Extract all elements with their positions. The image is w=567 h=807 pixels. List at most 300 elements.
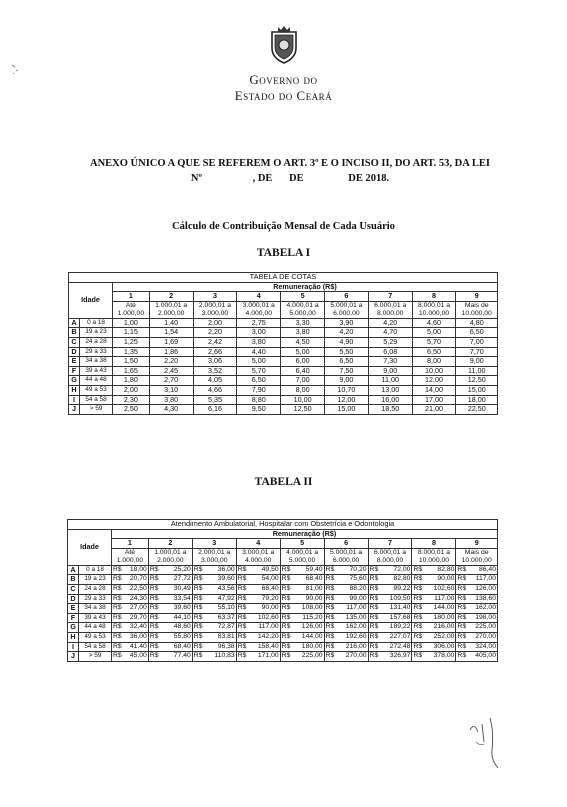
range-line-1: 3.000,01 a	[242, 548, 275, 556]
column-number: 6	[324, 539, 368, 549]
contribution-value: 27,72	[173, 575, 191, 583]
range-line-2: 8.000,00	[376, 309, 404, 317]
value-cell	[112, 632, 149, 642]
value-cell	[368, 623, 412, 633]
contribution-value: 225,00	[301, 652, 323, 660]
contribution-value: 189,22	[389, 623, 411, 631]
age-range: 19 a 23	[80, 328, 113, 338]
value-cell: 2,50	[113, 405, 150, 415]
contribution-value: 24,30	[129, 594, 147, 602]
currency-symbol: R$	[281, 652, 291, 660]
age-group-letter: B	[68, 575, 79, 585]
value-cell	[148, 642, 192, 652]
currency-symbol: R$	[237, 594, 247, 602]
currency-symbol: R$	[237, 613, 247, 621]
contribution-value: 270,00	[345, 652, 367, 660]
value-cell	[236, 623, 280, 633]
contribution-value: 39,60	[173, 604, 191, 612]
contribution-value: 41,40	[129, 642, 147, 650]
income-range-header	[412, 301, 456, 318]
contribution-value: 216,00	[345, 642, 367, 650]
range-line-2: 10.000,00	[461, 309, 492, 317]
value-cell: 4,60	[412, 318, 456, 328]
income-range-header	[368, 301, 412, 318]
age-range: 39 a 43	[79, 613, 112, 623]
value-cell: 3,10	[149, 385, 193, 395]
value-cell	[148, 604, 192, 614]
quota-table	[68, 272, 498, 415]
currency-symbol: R$	[325, 632, 335, 640]
handwritten-signature	[460, 712, 520, 772]
value-cell: 5,29	[368, 337, 412, 347]
currency-symbol: R$	[457, 604, 467, 612]
contribution-value: 138,60	[475, 594, 496, 602]
column-number: 9	[456, 539, 498, 549]
value-cell: 5,70	[412, 337, 456, 347]
table-1-label: TABELA I	[256, 247, 311, 259]
value-cell: 4,70	[368, 328, 412, 338]
value-cell: 5,70	[237, 366, 281, 376]
value-cell: 3,06	[193, 357, 237, 367]
value-cell	[324, 632, 368, 642]
currency-symbol: R$	[369, 652, 379, 660]
contribution-value: 99,00	[349, 594, 367, 602]
income-range-header	[149, 301, 193, 318]
income-range-header	[193, 301, 237, 318]
age-range: 54 a 58	[79, 642, 112, 652]
column-number: 7	[368, 539, 412, 549]
value-cell: 1,50	[113, 357, 150, 367]
value-cell: 6,50	[325, 357, 369, 367]
contribution-value: 44,10	[173, 613, 191, 621]
value-cell: 11,00	[456, 366, 498, 376]
contribution-value: 79,20	[261, 594, 279, 602]
value-cell	[412, 642, 456, 652]
value-cell	[192, 642, 236, 652]
value-cell	[112, 575, 149, 585]
contribution-value: 68,40	[173, 642, 191, 650]
calculation-subtitle: Cálculo de Contribuição Mensal de Cada Usuário	[172, 221, 395, 232]
range-line-2: 4.000,00	[244, 556, 272, 564]
currency-symbol: R$	[281, 584, 291, 592]
contribution-value: 158,40	[257, 642, 279, 650]
value-cell: 4,50	[281, 337, 325, 347]
column-number: 1	[113, 292, 150, 302]
currency-symbol: R$	[237, 623, 247, 631]
value-cell: 3,00	[237, 328, 281, 338]
currency-symbol: R$	[149, 575, 159, 583]
column-number: 9	[456, 292, 498, 302]
age-group-letter: E	[69, 357, 80, 367]
contribution-value: 88,20	[349, 584, 367, 592]
contribution-value: 108,00	[301, 604, 323, 612]
value-cell: 9,50	[237, 405, 281, 415]
currency-symbol: R$	[113, 623, 122, 631]
table-row	[69, 376, 498, 386]
value-cell: 6,08	[368, 347, 412, 357]
value-cell	[280, 584, 324, 594]
currency-symbol: R$	[369, 565, 379, 573]
currency-symbol: R$	[457, 584, 467, 592]
column-number: 5	[280, 539, 324, 549]
value-cell: 6,50	[237, 376, 281, 386]
table-row	[68, 565, 498, 575]
currency-symbol: R$	[149, 623, 159, 631]
currency-symbol: R$	[413, 594, 423, 602]
value-cell	[368, 613, 412, 623]
state-coat-of-arms-icon	[268, 24, 300, 64]
column-number: 8	[412, 539, 456, 549]
value-cell: 2,66	[193, 347, 237, 357]
currency-symbol: R$	[457, 632, 467, 640]
age-range: 39 a 43	[80, 366, 113, 376]
value-cell	[324, 613, 368, 623]
column-number: 4	[236, 539, 280, 549]
column-number: 2	[149, 292, 193, 302]
value-cell: 1,69	[149, 337, 193, 347]
currency-symbol: R$	[325, 613, 335, 621]
age-group-letter: C	[68, 584, 79, 594]
contribution-value: 162,00	[345, 623, 367, 631]
contribution-value: 43,56	[217, 584, 235, 592]
currency-symbol: R$	[413, 604, 423, 612]
value-cell	[148, 623, 192, 633]
currency-symbol: R$	[457, 613, 467, 621]
age-group-letter: H	[69, 385, 80, 395]
column-number: 4	[237, 292, 281, 302]
value-cell: 4,80	[456, 318, 498, 328]
contribution-value: 33,54	[173, 594, 191, 602]
age-range: 49 a 53	[79, 632, 112, 642]
range-line-1: Mais de	[464, 301, 489, 309]
currency-symbol: R$	[413, 565, 423, 573]
remuneration-header: Remuneração (R$)	[113, 282, 498, 292]
currency-symbol: R$	[113, 632, 122, 640]
contribution-value: 306,00	[433, 642, 455, 650]
value-cell	[280, 652, 324, 662]
contribution-value: 86,40	[478, 565, 496, 573]
value-cell	[412, 632, 456, 642]
range-line-2: 5.000,00	[288, 556, 316, 564]
range-line-2: 5.000,00	[289, 309, 316, 317]
contribution-value: 36,00	[129, 632, 147, 640]
table-2-label: TABELA II	[254, 476, 313, 488]
value-cell	[412, 604, 456, 614]
contribution-value: 117,00	[434, 594, 455, 602]
value-cell: 7,70	[456, 347, 498, 357]
value-cell: 7,00	[281, 376, 325, 386]
currency-symbol: R$	[113, 613, 122, 621]
value-cell	[456, 565, 498, 575]
currency-symbol: R$	[281, 632, 291, 640]
value-cell	[112, 584, 149, 594]
value-cell: 2,45	[149, 366, 193, 376]
age-header: Idade	[69, 282, 113, 318]
range-line-1: Até	[125, 301, 136, 309]
value-cell: 12,00	[325, 395, 369, 405]
currency-symbol: R$	[113, 652, 122, 660]
contribution-value: 99,22	[393, 584, 411, 592]
contribution-value: 109,50	[389, 594, 411, 602]
currency-symbol: R$	[325, 565, 335, 573]
income-range-header	[280, 548, 324, 565]
value-cell: 2,75	[237, 318, 281, 328]
value-cell	[112, 652, 149, 662]
contribution-value: 216,00	[433, 623, 455, 631]
value-cell	[368, 642, 412, 652]
currency-symbol: R$	[149, 584, 159, 592]
currency-symbol: R$	[369, 575, 379, 583]
table-row	[68, 575, 498, 585]
value-cell	[236, 575, 280, 585]
value-cell: 4,30	[149, 405, 193, 415]
contribution-value: 22,50	[129, 584, 147, 592]
currency-symbol: R$	[281, 642, 291, 650]
value-cell	[324, 652, 368, 662]
range-line-1: 5.000,01 a	[329, 548, 363, 556]
value-cell	[324, 594, 368, 604]
value-cell	[456, 623, 498, 633]
currency-symbol: R$	[149, 594, 159, 602]
value-cell: 8,00	[281, 385, 325, 395]
table-row	[68, 623, 498, 633]
value-cell	[236, 632, 280, 642]
range-line-2: 10.000,00	[418, 309, 450, 317]
currency-symbol: R$	[237, 632, 247, 640]
currency-symbol: R$	[457, 594, 467, 602]
age-group-letter: E	[68, 604, 79, 614]
value-cell: 21,00	[412, 405, 456, 415]
value-cell: 6,50	[412, 347, 456, 357]
currency-symbol: R$	[457, 575, 467, 583]
age-range: > 59	[79, 652, 112, 662]
value-cell: 2,20	[193, 328, 237, 338]
value-cell: 4,40	[237, 347, 281, 357]
value-cell	[236, 594, 280, 604]
column-number: 3	[192, 539, 236, 549]
value-cell	[456, 575, 498, 585]
currency-symbol: R$	[281, 623, 291, 631]
currency-symbol: R$	[457, 642, 467, 650]
contribution-value: 39,60	[217, 575, 235, 583]
government-line-2: Estado do Ceará	[234, 88, 333, 103]
contribution-value: 18,00	[129, 565, 147, 573]
value-cell: 3,90	[325, 318, 369, 328]
contribution-table	[67, 519, 498, 662]
income-range-header	[113, 301, 150, 318]
value-cell	[280, 623, 324, 633]
value-cell	[456, 652, 498, 662]
table-row	[68, 594, 498, 604]
value-cell: 1,65	[113, 366, 150, 376]
contribution-value: 192,60	[345, 632, 367, 640]
remuneration-header: Remuneração (R$)	[112, 529, 498, 539]
value-cell	[324, 604, 368, 614]
value-cell: 12,50	[456, 376, 498, 386]
value-cell	[324, 642, 368, 652]
currency-symbol: R$	[281, 575, 291, 583]
income-range-header	[324, 548, 368, 565]
value-cell: 2,70	[149, 376, 193, 386]
currency-symbol: R$	[413, 632, 423, 640]
value-cell: 1,40	[149, 318, 193, 328]
age-group-letter: C	[69, 337, 80, 347]
value-cell	[192, 613, 236, 623]
column-number: 2	[148, 539, 192, 549]
value-cell: 12,50	[281, 405, 325, 415]
range-line-2: 2.000,00	[157, 309, 185, 317]
value-cell	[148, 575, 192, 585]
value-cell: 6,50	[456, 328, 498, 338]
currency-symbol: R$	[193, 632, 203, 640]
value-cell: 1,86	[149, 347, 193, 357]
value-cell: 2,00	[113, 385, 150, 395]
range-line-2: 3.000,00	[201, 556, 228, 564]
currency-symbol: R$	[369, 632, 379, 640]
range-line-1: 6.000,01 a	[373, 548, 407, 556]
value-cell	[412, 584, 456, 594]
income-range-header	[237, 301, 281, 318]
value-cell: 9,00	[325, 376, 369, 386]
age-group-letter: G	[69, 376, 80, 386]
contribution-value: 326,97	[389, 652, 411, 660]
currency-symbol: R$	[193, 652, 203, 660]
table-caption: Atendimento Ambulatorial, Hospitalar com Obstetrícia e Odontologia	[68, 520, 498, 530]
currency-symbol: R$	[113, 604, 122, 612]
range-line-1: Até	[124, 548, 136, 556]
value-cell: 7,30	[368, 357, 412, 367]
currency-symbol: R$	[325, 623, 335, 631]
age-range: 44 a 48	[79, 623, 112, 633]
contribution-value: 405,00	[475, 652, 496, 660]
value-cell: 3,80	[281, 328, 325, 338]
range-line-2: 6.000,00	[332, 556, 360, 564]
column-number: 6	[325, 292, 369, 302]
currency-symbol: R$	[457, 565, 467, 573]
income-range-header	[192, 548, 236, 565]
contribution-value: 142,20	[257, 632, 279, 640]
value-cell: 1,00	[113, 318, 150, 328]
column-number: 5	[281, 292, 325, 302]
value-cell	[148, 613, 192, 623]
value-cell: 9,00	[368, 366, 412, 376]
value-cell: 1,54	[149, 328, 193, 338]
contribution-value: 49,50	[261, 565, 279, 573]
range-line-1: 1.000,01 a	[155, 301, 188, 309]
value-cell	[148, 565, 192, 575]
range-line-1: 8.000,01 a	[417, 548, 450, 556]
contribution-value: 135,00	[345, 613, 367, 621]
value-cell	[368, 584, 412, 594]
currency-symbol: R$	[193, 565, 203, 573]
value-cell	[368, 565, 412, 575]
range-line-1: 4.000,01 a	[286, 548, 319, 556]
contribution-value: 32,40	[129, 623, 147, 631]
contribution-value: 227,07	[389, 632, 411, 640]
income-range-header	[456, 301, 498, 318]
currency-symbol: R$	[149, 604, 159, 612]
value-cell: 8,00	[412, 357, 456, 367]
contribution-value: 252,00	[433, 632, 455, 640]
value-cell	[456, 613, 498, 623]
income-range-header	[412, 548, 456, 565]
value-cell: 4,90	[325, 337, 369, 347]
currency-symbol: R$	[193, 604, 203, 612]
value-cell	[192, 575, 236, 585]
value-cell	[368, 632, 412, 642]
currency-symbol: R$	[193, 613, 203, 621]
currency-symbol: R$	[237, 584, 247, 592]
currency-symbol: R$	[457, 652, 467, 660]
value-cell: 1,15	[113, 328, 150, 338]
currency-symbol: R$	[281, 613, 291, 621]
value-cell	[192, 604, 236, 614]
currency-symbol: R$	[237, 575, 247, 583]
value-cell	[148, 584, 192, 594]
contribution-value: 131,40	[389, 604, 411, 612]
contribution-value: 90,00	[261, 604, 279, 612]
value-cell	[236, 652, 280, 662]
value-cell: 4,66	[193, 385, 237, 395]
value-cell	[112, 594, 149, 604]
currency-symbol: R$	[113, 584, 122, 592]
value-cell	[456, 642, 498, 652]
currency-symbol: R$	[369, 642, 379, 650]
table-row	[69, 337, 498, 347]
age-group-letter: D	[69, 347, 80, 357]
contribution-value: 270,00	[475, 632, 496, 640]
range-line-1: 4.000,01 a	[286, 301, 319, 309]
age-group-letter: G	[68, 623, 79, 633]
value-cell: 18,00	[456, 395, 498, 405]
currency-symbol: R$	[369, 623, 379, 631]
age-group-letter: I	[68, 642, 79, 652]
value-cell	[280, 642, 324, 652]
contribution-value: 96,38	[217, 642, 235, 650]
value-cell: 1,80	[113, 376, 150, 386]
value-cell: 15,00	[325, 405, 369, 415]
income-range-header	[148, 548, 192, 565]
contribution-value: 36,00	[217, 565, 235, 573]
value-cell	[112, 613, 149, 623]
column-number: 8	[412, 292, 456, 302]
value-cell	[280, 604, 324, 614]
contribution-value: 90,00	[305, 594, 323, 602]
value-cell	[280, 613, 324, 623]
contribution-value: 20,70	[129, 575, 147, 583]
value-cell	[192, 594, 236, 604]
contribution-value: 70,20	[349, 565, 367, 573]
currency-symbol: R$	[369, 584, 379, 592]
contribution-value: 115,20	[302, 613, 323, 621]
contribution-value: 90,00	[437, 575, 455, 583]
annex-title-line-2	[40, 171, 540, 186]
contribution-value: 82,80	[393, 575, 411, 583]
value-cell	[280, 594, 324, 604]
annex-day-label: , DE	[252, 173, 273, 184]
value-cell	[456, 584, 498, 594]
table-caption: TABELA DE COTAS	[69, 273, 498, 283]
value-cell	[236, 565, 280, 575]
value-cell	[192, 623, 236, 633]
range-line-2: 2.000,00	[157, 556, 184, 564]
value-cell: 8,80	[237, 395, 281, 405]
contribution-value: 55,80	[173, 632, 191, 640]
value-cell	[324, 584, 368, 594]
currency-symbol: R$	[149, 613, 159, 621]
currency-symbol: R$	[325, 652, 335, 660]
income-range-header	[325, 301, 369, 318]
